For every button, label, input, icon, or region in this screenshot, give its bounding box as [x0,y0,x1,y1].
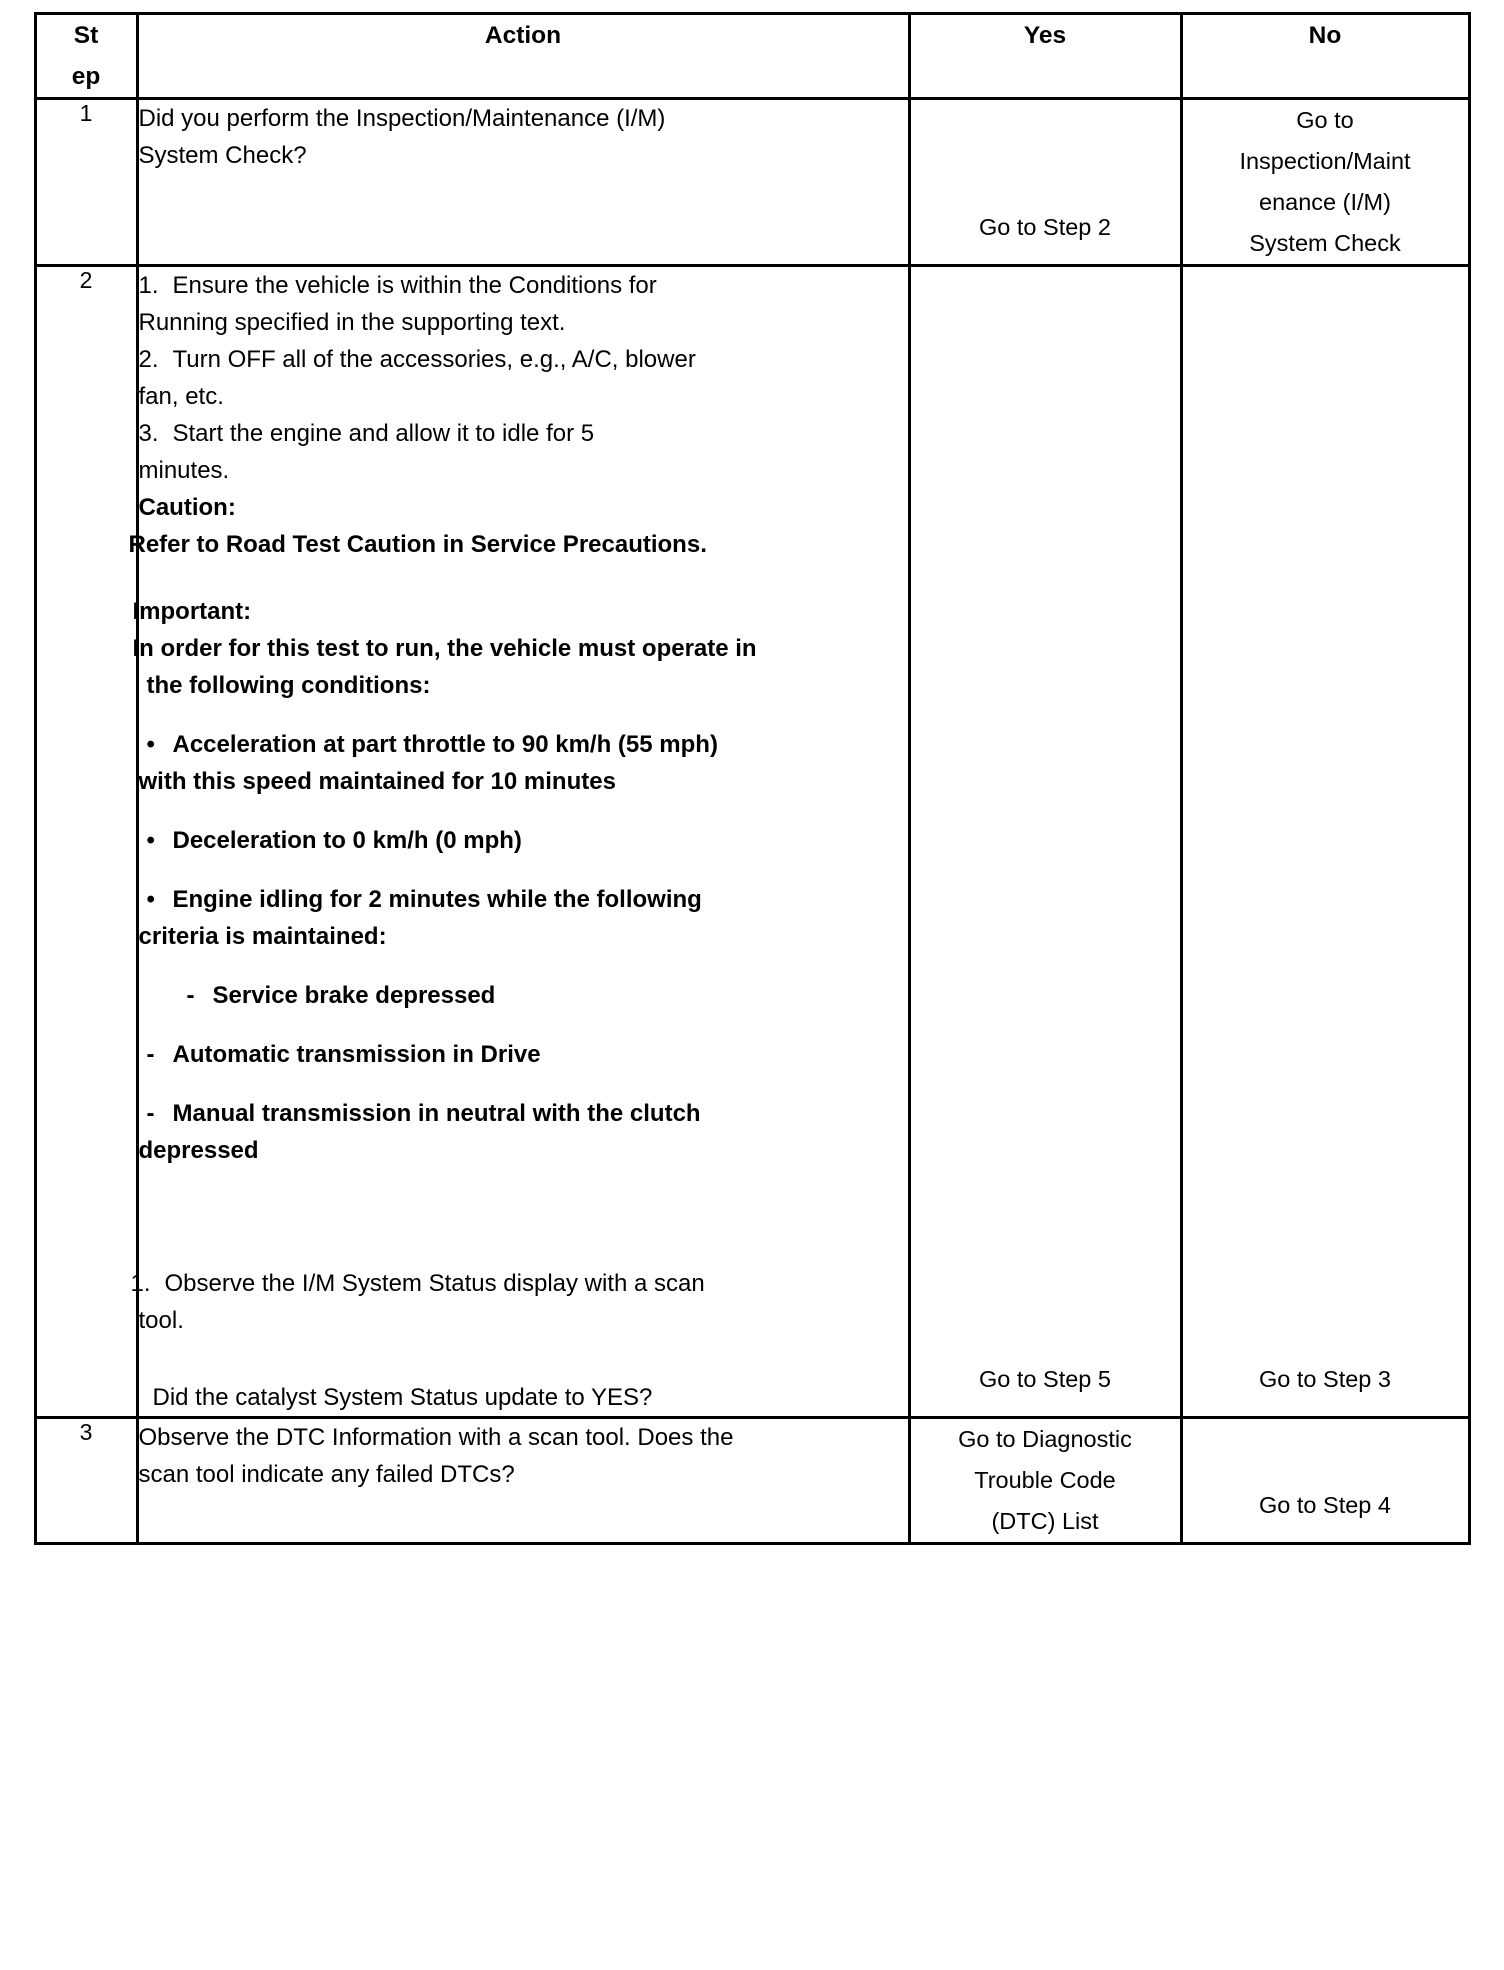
step-number: 2 [35,266,137,1418]
list-number: 3. [138,420,159,447]
no-text: Inspection/Maint [1239,148,1411,174]
no-text: Go to [1296,107,1354,133]
table-header-row [35,14,1469,99]
action-line: Did you perform the Inspection/Maintenance (I/M) [138,105,666,132]
list-item [139,267,908,341]
list-text: Turn OFF all of the accessories, e.g., A/C, blower [172,346,696,373]
bullet-text-cont: with this speed maintained for 10 minutes [138,768,616,795]
step-number: 1 [35,99,137,266]
bullet-text-cont: criteria is maintained: [138,923,387,950]
column-header-step-line1: St [73,22,99,49]
dash-item [139,1036,908,1073]
column-header-no: No [1181,14,1469,99]
table-row [35,266,1469,1418]
list-item [139,415,908,489]
yes-cell [909,266,1181,1418]
dash-text-cont: depressed [138,1137,259,1164]
important-body [133,630,908,704]
no-cell [1181,266,1469,1418]
list-text-cont: tool. [138,1307,184,1334]
step-number: 3 [35,1418,137,1544]
important-body-line1: In order for this test to run, the vehicle must operate in [132,635,757,662]
action-line: System Check? [138,142,307,169]
yes-text: (DTC) List [991,1508,1099,1534]
question-text: Did the catalyst System Status update to YES? [152,1384,653,1411]
column-header-step-line2: ep [71,63,101,90]
bullet-item [139,822,908,859]
no-text: Go to Step 4 [1259,1492,1391,1518]
dash-item [139,1095,908,1169]
dash-text: Manual transmission in neutral with the clutch [172,1100,701,1127]
action-line: scan tool indicate any failed DTCs? [138,1461,515,1488]
yes-cell [909,99,1181,266]
column-header-yes: Yes [909,14,1181,99]
no-text: System Check [1249,230,1401,256]
numbered-list [139,267,908,489]
list-number: 2. [138,346,159,373]
bullet-dot-icon: • [146,886,155,913]
yes-text: Go to Step 2 [979,214,1111,240]
dash-text: Service brake depressed [212,982,496,1009]
list-text-cont: Running specified in the supporting text. [138,309,566,336]
column-header-action: Action [137,14,909,99]
list-text-cont: fan, etc. [138,383,224,410]
bullet-item [139,726,908,800]
table-row [35,99,1469,266]
action-cell [128,266,909,1418]
dash-icon: - [146,1041,155,1068]
no-cell [1181,1418,1469,1544]
list-text: Start the engine and allow it to idle for 5 [172,420,595,447]
yes-text: Trouble Code [974,1467,1116,1493]
bullet-text: Acceleration at part throttle to 90 km/h (55 mph) [172,731,718,758]
dash-icon: - [186,982,195,1009]
bullet-dot-icon: • [146,731,155,758]
dash-item [179,977,908,1014]
yes-text: Go to Diagnostic [958,1426,1132,1452]
dash-text: Automatic transmission in Drive [172,1041,541,1068]
important-heading: Important: [132,598,252,625]
table-row [35,1418,1469,1544]
column-header-step [35,14,137,99]
bullet-item [139,881,908,955]
list-text-cont: minutes. [138,457,230,484]
no-cell [1181,99,1469,266]
bullet-text: Deceleration to 0 km/h (0 mph) [172,827,522,854]
yes-cell [909,1418,1181,1544]
important-body-line2: the following conditions: [146,672,431,699]
bullet-dot-icon: • [146,827,155,854]
no-text: Go to Step 3 [1259,1366,1391,1392]
caution-body: Refer to Road Test Caution in Service Precautions. [128,531,707,558]
list-number: 1. [130,1270,151,1297]
observe-instruction [130,1265,908,1416]
no-text: enance (I/M) [1259,189,1391,215]
list-text: Observe the I/M System Status display with a scan [164,1270,705,1297]
yes-text: Go to Step 5 [979,1366,1111,1392]
action-line: Observe the DTC Information with a scan tool. Does the [138,1424,734,1451]
bullet-text: Engine idling for 2 minutes while the following [172,886,702,913]
list-number: 1. [138,272,159,299]
caution-heading: Caution: [138,494,236,521]
list-item [130,1265,908,1339]
action-cell [137,99,909,266]
diagnostic-table [34,12,1471,1545]
list-text: Ensure the vehicle is within the Conditions for [172,272,657,299]
action-cell [137,1418,909,1544]
spacer [139,1169,908,1265]
list-item [139,341,908,415]
dash-icon: - [146,1100,155,1127]
